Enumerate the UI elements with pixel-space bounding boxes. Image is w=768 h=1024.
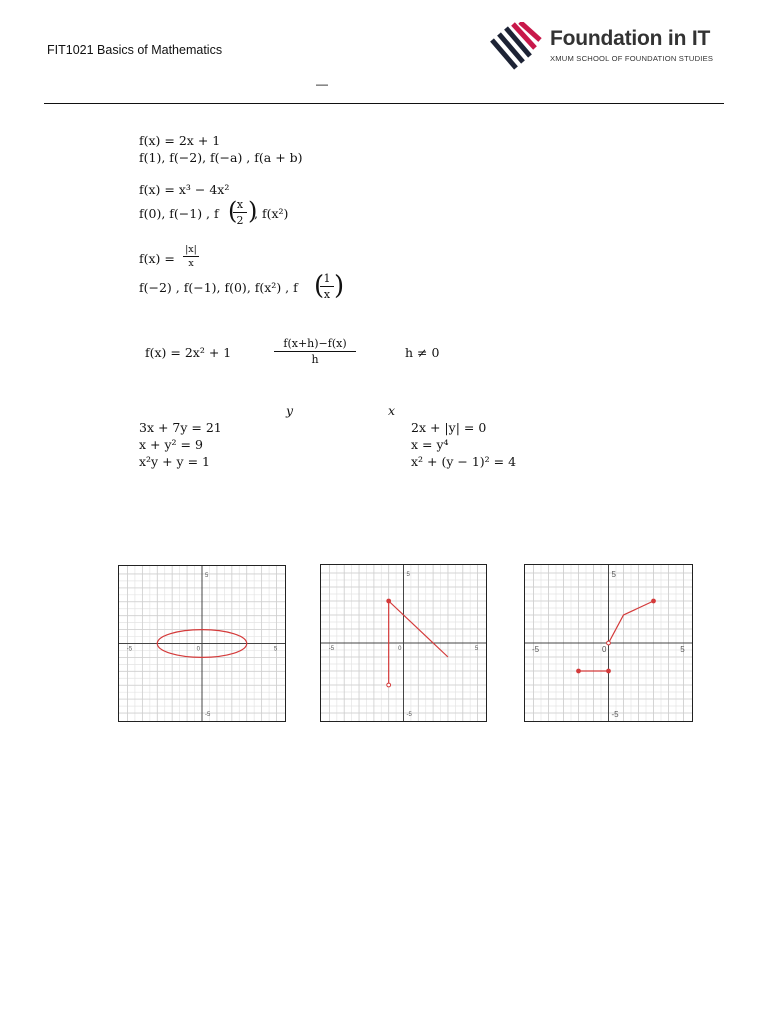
q1b-evaluations-part1: f(0), f(−1) , f — [139, 206, 219, 221]
graph-3 — [524, 564, 693, 722]
q1a-definition: f(x) = 2x + 1 — [139, 133, 221, 148]
q3-left-eq-1: 3x + 7y = 21 — [139, 420, 222, 435]
q2-condition: h ≠ 0 — [405, 345, 440, 360]
logo — [488, 22, 728, 72]
course-title: FIT1021 Basics of Mathematics — [47, 43, 223, 57]
tick-label-ymax: 5 — [611, 570, 616, 579]
q3-left-eq-2: x + y² = 9 — [139, 437, 203, 452]
logo-mark-icon — [488, 22, 548, 72]
q1a-evaluations: f(1), f(−2), f(−a) , f(a + b) — [139, 150, 303, 165]
tick-label-origin: 0 — [398, 646, 402, 652]
q1c-definition-den: x — [188, 258, 194, 269]
q1b-definition: f(x) = x³ − 4x² — [139, 182, 230, 197]
endpoint-open — [387, 683, 391, 687]
graph-3-svg — [524, 564, 693, 722]
q1b-fraction-num: x — [233, 198, 247, 213]
graph-1-svg — [118, 565, 286, 722]
tick-label-xmin: -5 — [531, 645, 540, 654]
q3-right-eq-2: x = y⁴ — [411, 437, 449, 452]
q2-difference-quotient — [274, 337, 356, 366]
header-dash: — — [316, 77, 328, 91]
logo-title: Foundation in IT — [550, 27, 711, 50]
q1b-paren-close: ) — [248, 197, 258, 225]
tick-label-ymax: 5 — [205, 572, 209, 579]
q1c-fraction — [320, 272, 334, 301]
q1c-paren-close: ) — [334, 271, 345, 301]
q3-right-eq-1: 2x + |y| = 0 — [411, 420, 487, 435]
header-rule — [44, 103, 724, 104]
graph-2-svg — [320, 564, 487, 722]
q2-definition: f(x) = 2x² + 1 — [145, 345, 232, 360]
q3-left-eq-3: x²y + y = 1 — [139, 454, 210, 469]
q1c-fraction-den: x — [323, 288, 331, 301]
endpoint-closed — [652, 599, 656, 603]
tick-label-xmax: 5 — [474, 646, 479, 652]
q1c-definition-num: |x| — [183, 244, 199, 257]
tick-label-origin: 0 — [196, 646, 200, 653]
endpoint-open — [607, 641, 611, 645]
q2-dq-numerator: f(x+h)−f(x) — [274, 337, 356, 352]
tick-label-origin: 0 — [602, 645, 607, 654]
graph-2 — [320, 564, 487, 722]
tick-label-xmin: -5 — [126, 646, 133, 653]
tick-label-ymax: 5 — [406, 572, 410, 578]
tick-label-xmin: -5 — [328, 646, 335, 652]
tick-label-ymin: -5 — [611, 710, 619, 719]
q1c-paren-open: ( — [314, 271, 325, 301]
q1b-paren-open: ( — [228, 197, 238, 225]
q1c-evaluations: f(−2) , f(−1), f(0), f(x²) , f — [139, 280, 298, 295]
q3-var-x: x — [388, 403, 396, 418]
q1b-evaluations-part2: , f(x²) — [254, 206, 289, 221]
logo-subtitle: XMUM SCHOOL OF FOUNDATION STUDIES — [550, 54, 714, 63]
tick-label-ymin: -5 — [205, 712, 211, 719]
endpoint-closed — [577, 669, 581, 673]
q1b-fraction-den: 2 — [236, 214, 244, 227]
q1c-fraction-num: 1 — [320, 272, 334, 287]
q3-right-eq-3: x² + (y − 1)² = 4 — [411, 454, 517, 469]
q1c-definition-lhs: f(x) = — [139, 251, 175, 266]
q1c-definition-fraction — [183, 244, 199, 269]
q2-dq-denominator: h — [311, 353, 319, 366]
q3-var-y: y — [286, 403, 294, 418]
endpoint-closed — [607, 669, 611, 673]
tick-label-ymin: -5 — [406, 712, 412, 718]
graph-1 — [118, 565, 286, 722]
tick-label-xmax: 5 — [273, 646, 278, 653]
q1b-fraction — [233, 198, 247, 227]
tick-label-xmax: 5 — [680, 645, 685, 654]
